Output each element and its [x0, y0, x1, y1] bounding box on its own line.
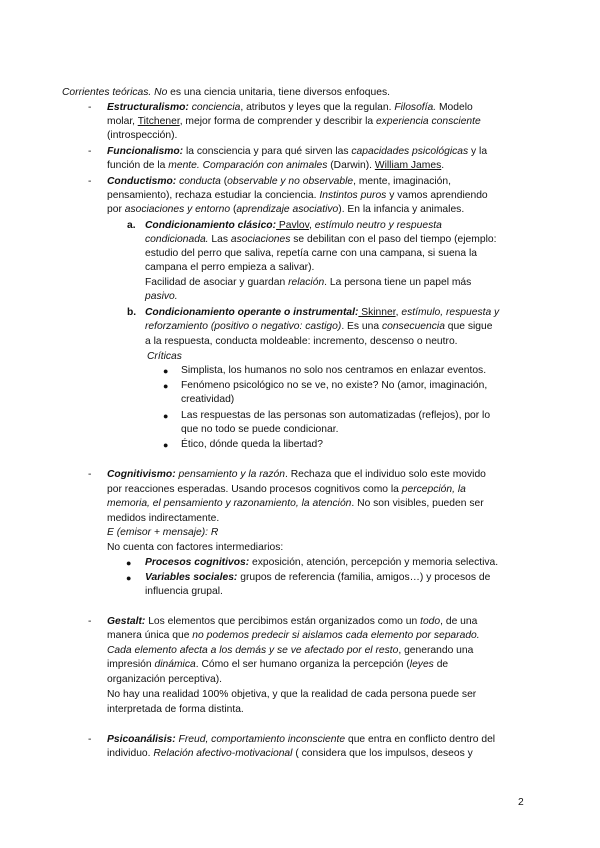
cognitivismo-bullet-2-cont: influencia grupal. — [145, 586, 223, 597]
gestalt-line-1: Gestalt: Los elementos que percibimos están organizados como un todo, de una — [107, 616, 478, 627]
critica-item: Las respuestas de las personas son automatizadas (reflejos), por lo — [181, 410, 491, 421]
cognitivismo-line-1: Cognitivismo: pensamiento y la razón. Rechaza que el individuo solo este movido — [107, 469, 486, 480]
list-dash: - — [88, 102, 92, 113]
list-marker-a: a. — [127, 220, 136, 231]
gestalt-line-4: impresión dinámica. Cómo el ser humano organiza la percepción (leyes de — [107, 659, 449, 670]
bullet-icon: ● — [163, 411, 169, 421]
funcionalismo-term: Funcionalismo: — [107, 146, 184, 157]
page-number: 2 — [518, 797, 524, 808]
funcionalismo-line-1: Funcionalismo: la consciencia y para qué sirven las capacidades psicológicas y la — [107, 146, 488, 157]
clasico-line-4: campana el perro empieza a salivar). — [145, 262, 315, 273]
gestalt-line-6: No hay una realidad 100% objetiva, y que la realidad de cada persona puede ser — [107, 689, 477, 700]
gestalt-line-7: interpretada de forma distinta. — [107, 704, 244, 715]
cognitivismo-bullet-1: Procesos cognitivos: exposición, atención, percepción y memoria selectiva. — [145, 557, 499, 568]
psicoanalisis-term: Psicoanálisis: — [107, 734, 176, 745]
bullet-icon: ● — [126, 573, 132, 583]
critica-item: Fenómeno psicológico no se ve, no existe? No (amor, imaginación, — [181, 380, 488, 391]
estructuralismo-line-1: Estructuralismo: conciencia, atributos y leyes que la regulan. Filosofía. Modelo — [107, 102, 473, 113]
estructuralismo-term: Estructuralismo: — [107, 102, 189, 113]
william-james-link[interactable]: William James — [374, 160, 442, 171]
gestalt-line-2: manera única que no podemos predecir si aislamos cada elemento por separado. — [107, 630, 480, 641]
list-dash: - — [88, 146, 92, 157]
operante-term: Condicionamiento operante o instrumental: — [145, 307, 359, 318]
critica-item-cont: creatividad) — [181, 394, 235, 405]
estructuralismo-line-3: (introspección). — [107, 130, 178, 141]
bullet-icon: ● — [163, 440, 169, 450]
funcionalismo-line-2: función de la mente. Comparación con animales (Darwin). William James. — [107, 160, 445, 171]
psicoanalisis-line-2: individuo. Relación afectivo-motivacional ( considera que los impulsos, deseos y — [107, 748, 473, 759]
intro-line: Corrientes teóricas. No es una ciencia unitaria, tiene diversos enfoques. — [62, 87, 390, 98]
conductismo-term: Conductismo: — [107, 176, 177, 187]
skinner-link[interactable]: Skinner — [358, 307, 396, 318]
critica-item: Ético, dónde queda la libertad? — [181, 439, 323, 450]
clasico-line-6: pasivo. — [145, 291, 178, 302]
gestalt-line-5: organización perceptiva). — [107, 674, 223, 685]
conductismo-line-2: pensamiento), rechaza estudiar la conciencia. Instintos puros y vamos aprendiendo — [107, 190, 488, 201]
list-dash: - — [88, 734, 92, 745]
operante-line-1: Condicionamiento operante o instrumental: Skinner, estímulo, respuesta y — [145, 307, 500, 318]
critica-item: Simplista, los humanos no solo nos centramos en enlazar eventos. — [181, 365, 487, 376]
operante-line-2: reforzamiento (positivo o negativo: castigo). Es una consecuencia que sigue — [145, 321, 493, 332]
list-marker-b: b. — [127, 307, 137, 318]
bullet-icon: ● — [126, 558, 132, 568]
cognitivismo-line-3: memoria, el pensamiento y razonamiento, la atención. No son visibles, pueden ser — [107, 498, 484, 509]
gestalt-term: Gestalt: — [107, 616, 146, 627]
gestalt-line-3: Cada elemento afecta a los demás y se ve afectado por el resto, generando una — [107, 645, 474, 656]
estructuralismo-line-2: molar, Titchener, mejor forma de comprender y describir la experiencia consciente — [107, 116, 481, 127]
conductismo-line-1: Conductismo: conducta (observable y no observable, mente, imaginación, — [107, 176, 451, 187]
clasico-line-1: Condicionamiento clásico: Pavlov, estímulo neutro y respuesta — [145, 220, 442, 231]
criticas-label: Críticas — [147, 351, 182, 362]
pavlov-link[interactable]: Pavlov — [276, 220, 310, 231]
bullet-icon: ● — [163, 366, 169, 376]
clasico-line-2: condicionada. Las asociaciones se debilitan con el paso del tiempo (ejemplo: — [145, 234, 497, 245]
cognitivismo-formula: E (emisor + mensaje): R — [107, 527, 219, 538]
cognitivismo-term: Cognitivismo: — [107, 469, 176, 480]
cognitivismo-line-4: medidos indirectamente. — [107, 513, 220, 524]
conductismo-line-3: por asociaciones y entorno (aprendizaje asociativo). En la infancia y animales. — [107, 204, 465, 215]
list-dash: - — [88, 616, 92, 627]
operante-line-3: a la respuesta, conducta moldeable: incremento, descenso o neutro. — [145, 336, 458, 347]
intro-heading: Corrientes teóricas. — [62, 87, 152, 98]
critica-item-cont: que no todo se puede condicionar. — [181, 424, 339, 435]
titchener-link[interactable]: Titchener — [137, 116, 180, 127]
clasico-line-5: Facilidad de asociar y guardan relación. La persona tiene un papel más — [145, 277, 472, 288]
clasico-term: Condicionamiento clásico: — [145, 220, 277, 231]
list-dash: - — [88, 176, 92, 187]
clasico-line-3: estudio del perro que saliva, repetía carne con una campana, si suena la — [145, 248, 477, 259]
cognitivismo-bullet-2: Variables sociales: grupos de referencia (familia, amigos…) y procesos de — [145, 572, 491, 583]
cognitivismo-line-2: por reacciones esperadas. Usando procesos cognitivos como la percepción, la — [107, 484, 466, 495]
cognitivismo-line-6: No cuenta con factores intermediarios: — [107, 542, 284, 553]
bullet-icon: ● — [163, 381, 169, 391]
list-dash: - — [88, 469, 92, 480]
psicoanalisis-line-1: Psicoanálisis: Freud, comportamiento inconsciente que entra en conflicto dentro del — [107, 734, 496, 745]
